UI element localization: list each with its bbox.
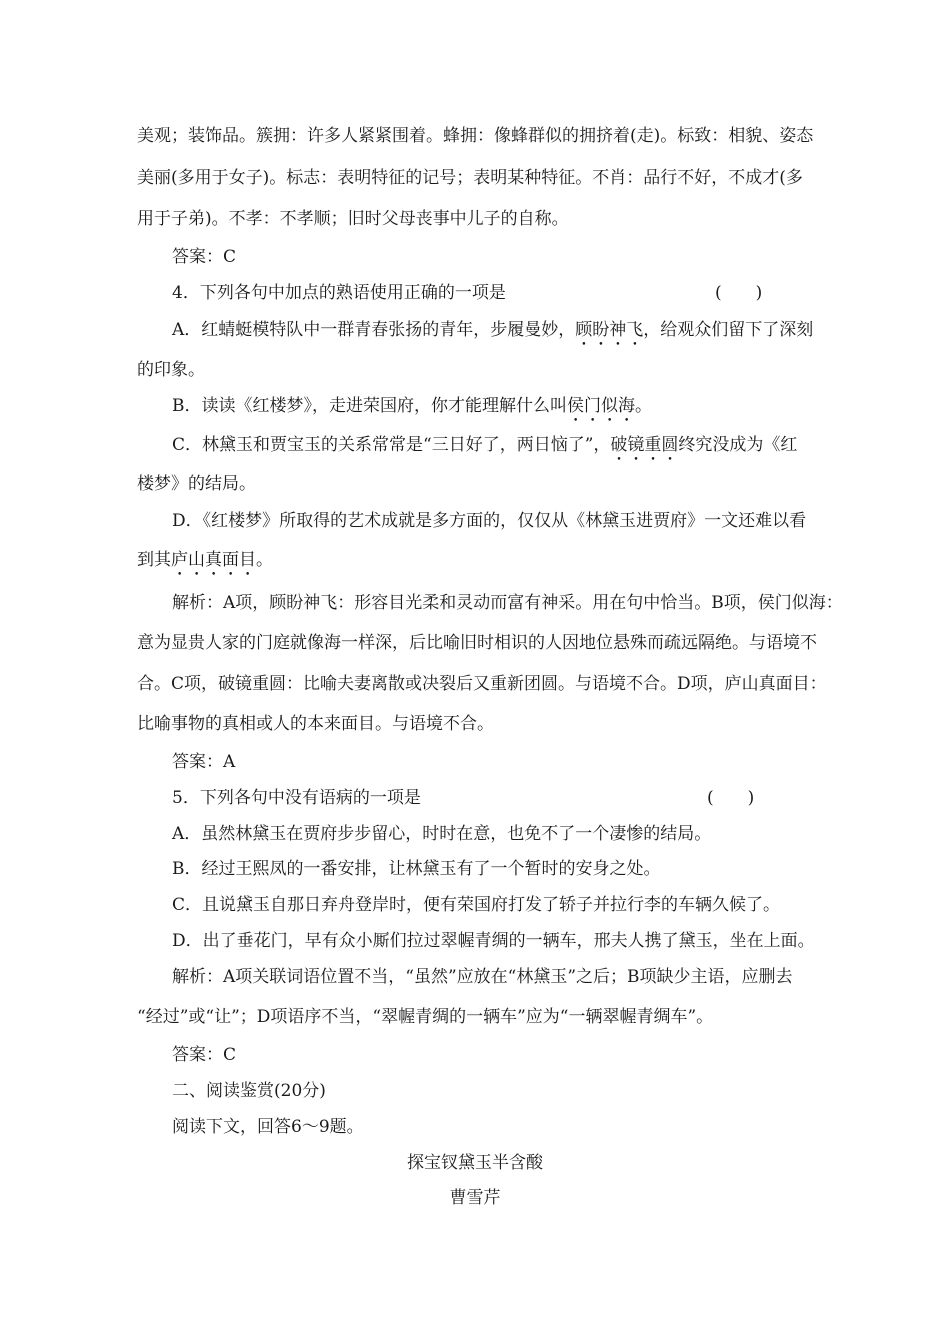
answer-blank: ( ) bbox=[707, 788, 755, 808]
passage-title: 探宝钗黛玉半含酸 bbox=[407, 1153, 543, 1173]
passage-author: 曹雪芹 bbox=[449, 1188, 501, 1208]
analysis-line: 解析：A项，顾盼神飞：形容目光柔和灵动而富有神采。用在句中恰当。B项，侯门似海： bbox=[172, 593, 843, 613]
text-line: 的印象。 bbox=[137, 360, 205, 380]
analysis-line: 意为显贵人家的门庭就像海一样深，后比喻旧时相识的人因地位悬殊而疏远隔绝。与语境不 bbox=[137, 633, 817, 653]
option-a: A．红蜻蜓模特队中一群青春张扬的青年，步履曼妙，顾盼神飞，给观众们留下了深刻 bbox=[172, 320, 814, 340]
option-d: D．出了垂花门，早有众小厮们拉过翠幄青绸的一辆车，邢夫人携了黛玉，坐在上面。 bbox=[172, 931, 815, 951]
emphasized-phrase: 侯门似海 bbox=[567, 396, 635, 416]
question-5-stem: 5．下列各句中没有语病的一项是 bbox=[172, 788, 421, 808]
section-heading: 二、阅读鉴赏(20分) bbox=[172, 1081, 326, 1101]
text-line: 到其庐山真面目。 bbox=[137, 550, 273, 570]
instruction-line: 阅读下文，回答6～9题。 bbox=[172, 1117, 364, 1137]
option-d: D．《红楼梦》所取得的艺术成就是多方面的，仅仅从《林黛玉进贾府》一文还难以看 bbox=[172, 511, 807, 531]
text-line: 美丽(多用于女子)。标志：表明特征的记号；表明某种特征。不肖：品行不好，不成才(多 bbox=[137, 168, 803, 188]
emphasized-phrase: 顾盼神飞 bbox=[575, 320, 644, 340]
text-line: 用于子弟)。不孝：不孝顺；旧时父母丧事中儿子的自称。 bbox=[137, 209, 569, 229]
option-a: A．虽然林黛玉在贾府步步留心，时时在意，也免不了一个凄惨的结局。 bbox=[172, 824, 712, 844]
answer-line: 答案：C bbox=[172, 247, 237, 267]
option-c: C．林黛玉和贾宝玉的关系常常是“三日好了，两日恼了”，破镜重圆终究没成为《红 bbox=[172, 435, 798, 455]
analysis-line: “经过”或“让”；D项语序不当，“翠幄青绸的一辆车”应为“一辆翠幄青绸车”。 bbox=[137, 1007, 714, 1027]
option-b: B．经过王熙凤的一番安排，让林黛玉有了一个暂时的安身之处。 bbox=[172, 859, 661, 879]
text-line: 美观；装饰品。簇拥：许多人紧紧围着。蜂拥：像蜂群似的拥挤着(走)。标致：相貌、姿态 bbox=[137, 126, 814, 146]
answer-line: 答案：A bbox=[172, 752, 236, 772]
text-line: 楼梦》的结局。 bbox=[137, 474, 256, 494]
question-4-stem: 4．下列各句中加点的熟语使用正确的一项是 bbox=[172, 283, 506, 303]
analysis-line: 合。C项，破镜重圆：比喻夫妻离散或决裂后又重新团圆。与语境不合。D项，庐山真面目： bbox=[137, 674, 827, 694]
analysis-line: 比喻事物的真相或人的本来面目。与语境不合。 bbox=[137, 714, 494, 734]
analysis-line: 解析：A项关联词语位置不当，“虽然”应放在“林黛玉”之后；B项缺少主语，应删去 bbox=[172, 967, 793, 987]
emphasized-phrase: 破镜重圆 bbox=[610, 435, 679, 455]
answer-blank: ( ) bbox=[715, 283, 763, 303]
emphasized-phrase: 庐山真面目 bbox=[171, 550, 256, 570]
option-b: B．读读《红楼梦》，走进荣国府，你才能理解什么叫侯门似海。 bbox=[172, 396, 652, 416]
answer-line: 答案：C bbox=[172, 1045, 237, 1065]
option-c: C．且说黛玉自那日弃舟登岸时，便有荣国府打发了轿子并拉行李的车辆久候了。 bbox=[172, 895, 781, 915]
